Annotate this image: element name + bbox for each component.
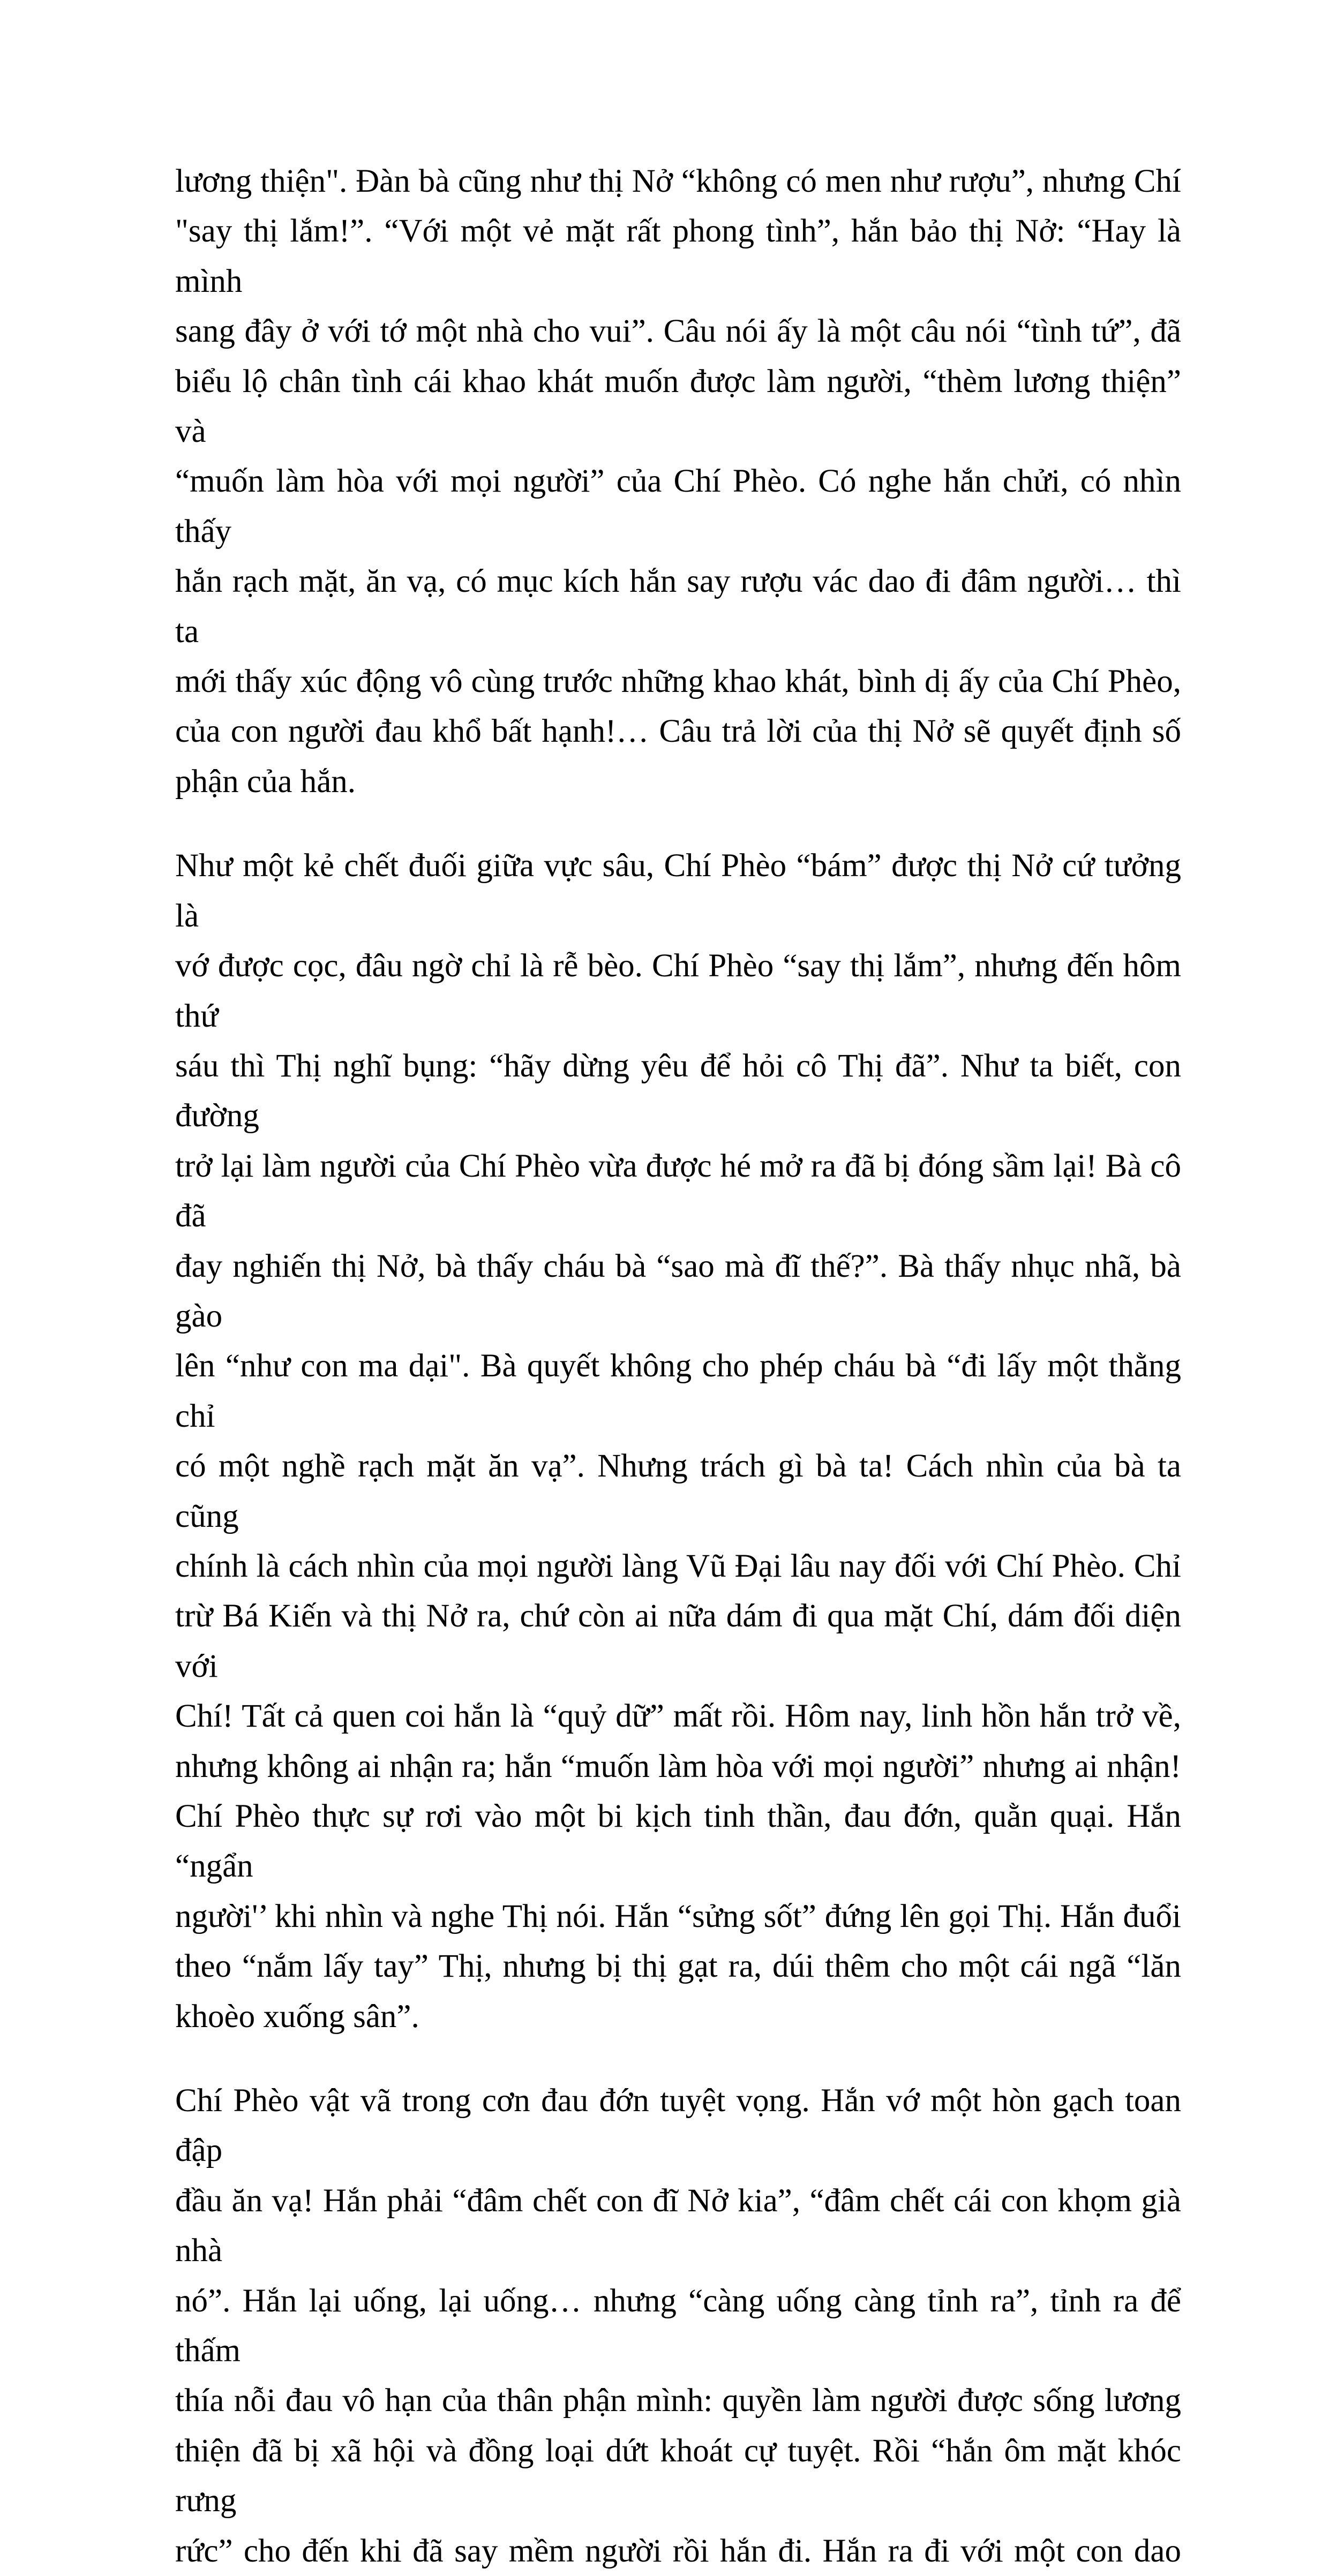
text-line: người'’ khi nhìn và nghe Thị nói. Hắn “sửng sốt” đứng lên gọi Thị. Hắn đuổi <box>175 1898 1181 1934</box>
text-line: nhưng không ai nhận ra; hắn “muốn làm hòa với mọi người” nhưng ai nhận! <box>175 1748 1181 1784</box>
text-line: thiện đã bị xã hội và đồng loại dứt khoát cự tuyệt. Rồi “hắn ôm mặt khóc rưng <box>175 2432 1181 2519</box>
text-line: sang đây ở với tớ một nhà cho vui”. Câu nói ấy là một câu nói “tình tứ”, đã <box>175 313 1181 350</box>
text-line: theo “nắm lấy tay” Thị, nhưng bị thị gạt ra, dúi thêm cho một cái ngã “lăn <box>175 1948 1181 1985</box>
text-line: Như một kẻ chết đuối giữa vực sâu, Chí Phèo “bám” được thị Nở cứ tưởng là <box>175 848 1181 934</box>
text-line: của con người đau khổ bất hạnh!… Câu trả lời của thị Nở sẽ quyết định số <box>175 713 1181 750</box>
paragraph-2 <box>175 841 1181 2042</box>
text-line: Chí Phèo vật vã trong cơn đau đớn tuyệt vọng. Hắn vớ một hòn gạch toan đập <box>175 2083 1181 2169</box>
text-line: mới thấy xúc động vô cùng trước những khao khát, bình dị ấy của Chí Phèo, <box>175 664 1181 700</box>
paragraph-3 <box>175 2076 1181 2576</box>
text-line: "say thị lắm!”. “Với một vẻ mặt rất phong tình”, hắn bảo thị Nở: “Hay là mình <box>175 213 1181 299</box>
text-line: trừ Bá Kiến và thị Nở ra, chứ còn ai nữa dám đi qua mặt Chí, dám đối diện với <box>175 1598 1181 1684</box>
text-line: Chí Phèo thực sự rơi vào một bi kịch tinh thần, đau đớn, quằn quại. Hắn “ngẩn <box>175 1798 1181 1885</box>
text-line: Chí! Tất cả quen coi hắn là “quỷ dữ” mất rồi. Hôm nay, linh hồn hắn trở về, <box>175 1698 1181 1735</box>
paragraph-1 <box>175 156 1181 807</box>
text-line: biểu lộ chân tình cái khao khát muốn được làm người, “thèm lương thiện” và <box>175 363 1181 450</box>
text-line: lương thiện". Đàn bà cũng như thị Nở “không có men như rượu”, nhưng Chí <box>175 163 1181 199</box>
text-line: nó”. Hắn lại uống, lại uống… nhưng “càng uống càng tỉnh ra”, tỉnh ra để thấm <box>175 2283 1181 2369</box>
text-line: vớ được cọc, đâu ngờ chỉ là rễ bèo. Chí Phèo “say thị lắm”, nhưng đến hôm thứ <box>175 948 1181 1034</box>
text-line: sáu thì Thị nghĩ bụng: “hãy dừng yêu để hỏi cô Thị đã”. Như ta biết, con đường <box>175 1048 1181 1134</box>
text-line: khoèo xuống sân”. <box>175 1998 419 2035</box>
text-line: đay nghiến thị Nở, bà thấy cháu bà “sao mà đĩ thế?”. Bà thấy nhục nhã, bà gào <box>175 1248 1181 1334</box>
text-line: chính là cách nhìn của mọi người làng Vũ Đại lâu nay đối với Chí Phèo. Chỉ <box>175 1548 1181 1584</box>
text-line: đầu ăn vạ! Hắn phải “đâm chết con đĩ Nở kia”, “đâm chết cái con khọm già nhà <box>175 2182 1181 2269</box>
text-line: phận của hắn. <box>175 763 356 800</box>
text-line: có một nghề rạch mặt ăn vạ”. Nhưng trách gì bà ta! Cách nhìn của bà ta cũng <box>175 1448 1181 1534</box>
text-line: “muốn làm hòa với mọi người” của Chí Phèo. Có nghe hắn chửi, có nhìn thấy <box>175 463 1181 549</box>
text-line: trở lại làm người của Chí Phèo vừa được hé mở ra đã bị đóng sầm lại! Bà cô đã <box>175 1148 1181 1234</box>
text-line: thía nỗi đau vô hạn của thân phận mình: quyền làm người được sống lương <box>175 2383 1181 2419</box>
document-text-block <box>175 156 1181 2576</box>
text-line: hắn rạch mặt, ăn vạ, có mục kích hắn say rượu vác dao đi đâm người… thì ta <box>175 563 1181 650</box>
text-line: rức” cho đến khi đã say mềm người rồi hắn đi. Hắn ra đi với một con dao <box>175 2533 1181 2569</box>
text-line: lên “như con ma dại". Bà quyết không cho phép cháu bà “đi lấy một thằng chỉ <box>175 1348 1181 1434</box>
